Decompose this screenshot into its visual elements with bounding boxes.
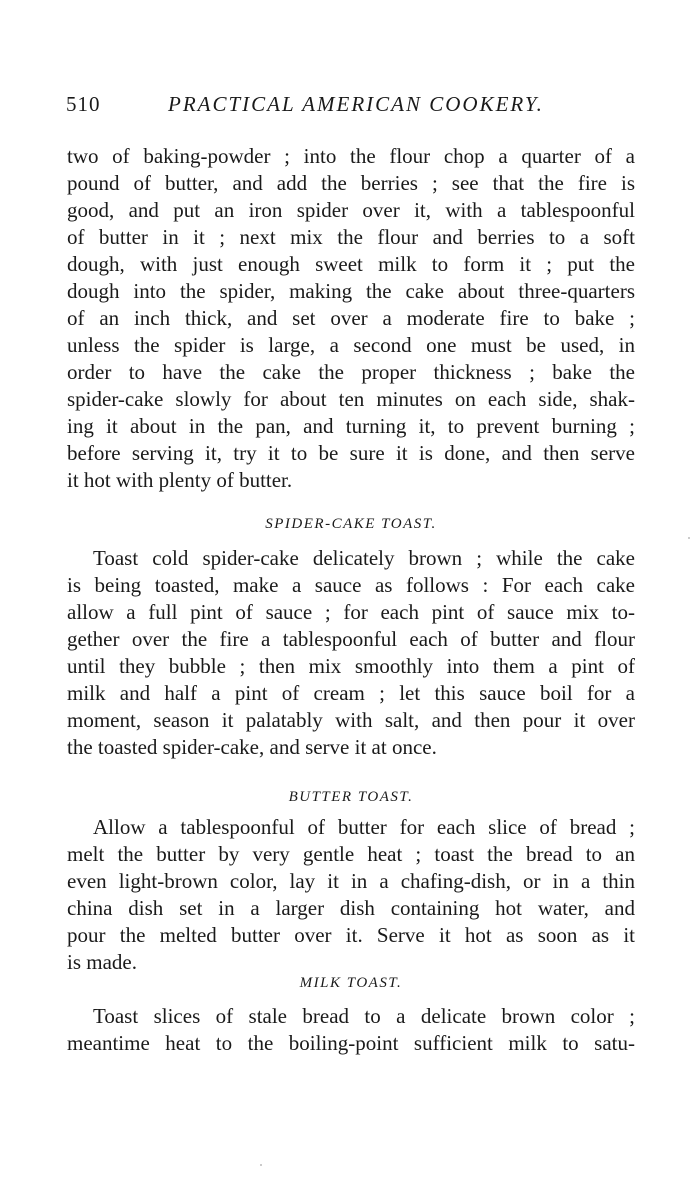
text-line: until they bubble ; then mix smoothly into them a pint of bbox=[67, 654, 635, 678]
text-line: order to have the cake the proper thickness ; bake the bbox=[67, 360, 635, 384]
text-line: Toast cold spider-cake delicately brown ; while the cake bbox=[93, 546, 635, 570]
text-line: the toasted spider-cake, and serve it at once. bbox=[67, 735, 437, 759]
text-line: two of baking-powder ; into the flour chop a quarter of a bbox=[67, 144, 635, 168]
section-heading-butter-toast: BUTTER TOAST. bbox=[288, 789, 414, 805]
text-line: gether over the fire a tablespoonful each of butter and flour bbox=[67, 627, 635, 651]
text-line: dough, with just enough sweet milk to form it ; put the bbox=[67, 252, 635, 276]
section-heading-spider-cake-toast: SPIDER-CAKE TOAST. bbox=[265, 516, 437, 532]
text-line: allow a full pint of sauce ; for each pint of sauce mix to- bbox=[67, 600, 635, 624]
text-line: is made. bbox=[67, 950, 137, 974]
text-line: Toast slices of stale bread to a delicate brown color ; bbox=[93, 1004, 635, 1028]
text-line: dough into the spider, making the cake about three-quarters bbox=[67, 279, 635, 303]
text-line: milk and half a pint of cream ; let this sauce boil for a bbox=[67, 681, 635, 705]
text-line: before serving it, try it to be sure it is done, and then serve bbox=[67, 441, 635, 465]
text-line: spider-cake slowly for about ten minutes on each side, shak- bbox=[67, 387, 635, 411]
text-line: moment, season it palatably with salt, and then pour it over bbox=[67, 708, 635, 732]
page-number: 510 bbox=[66, 92, 101, 116]
text-line: unless the spider is large, a second one must be used, in bbox=[67, 333, 635, 357]
text-line: is being toasted, make a sauce as follows : For each cake bbox=[67, 573, 635, 597]
section-heading-milk-toast: MILK TOAST. bbox=[299, 975, 403, 991]
text-line: of an inch thick, and set over a moderate fire to bake ; bbox=[67, 306, 635, 330]
text-line: pound of butter, and add the berries ; see that the fire is bbox=[67, 171, 635, 195]
text-line: pour the melted butter over it. Serve it hot as soon as it bbox=[67, 923, 635, 947]
running-title: PRACTICAL AMERICAN COOKERY. bbox=[168, 92, 544, 116]
page-speck bbox=[260, 1164, 262, 1166]
text-line: china dish set in a larger dish containing hot water, and bbox=[67, 896, 635, 920]
text-line: good, and put an iron spider over it, with a tablespoonful bbox=[67, 198, 635, 222]
text-line: meantime heat to the boiling-point sufficient milk to satu- bbox=[67, 1031, 635, 1055]
page-speck bbox=[688, 537, 690, 539]
text-line: ing it about in the pan, and turning it, to prevent burning ; bbox=[67, 414, 635, 438]
text-line: melt the butter by very gentle heat ; toast the bread to an bbox=[67, 842, 635, 866]
text-line: of butter in it ; next mix the flour and berries to a soft bbox=[67, 225, 635, 249]
text-line: even light-brown color, lay it in a chafing-dish, or in a thin bbox=[67, 869, 635, 893]
text-line: it hot with plenty of butter. bbox=[67, 468, 293, 492]
text-line: Allow a tablespoonful of butter for each slice of bread ; bbox=[93, 815, 635, 839]
